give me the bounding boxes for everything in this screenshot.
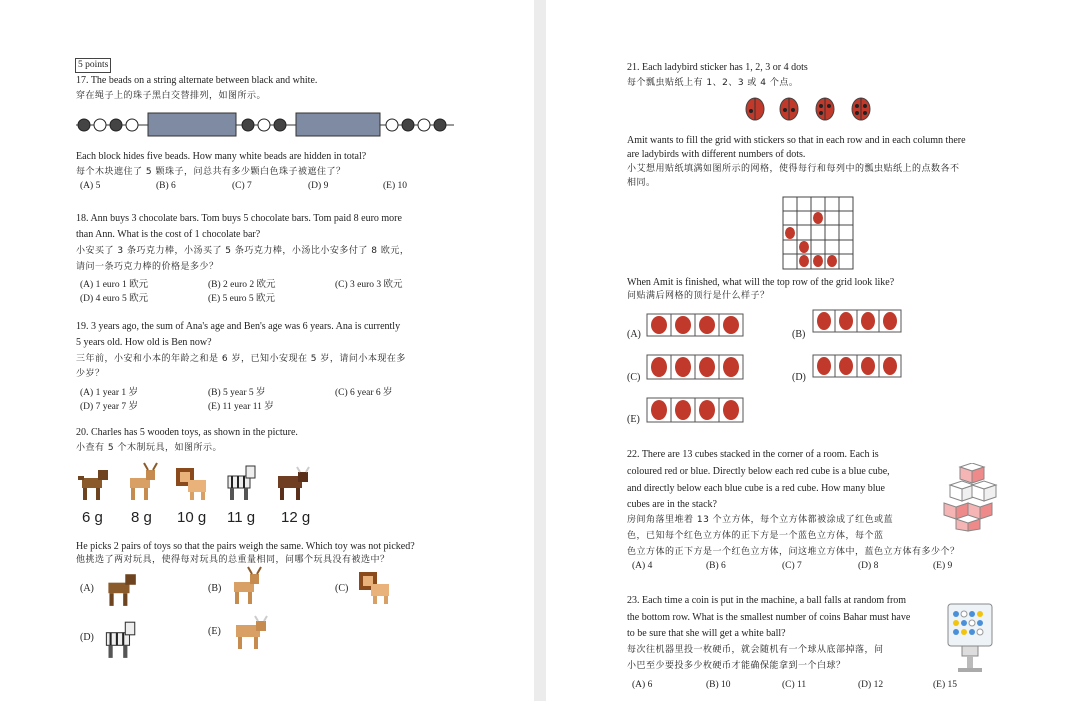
q21-option-a-strip[interactable]	[646, 313, 744, 337]
q17-question: Each block hides five beads. How many white beads are hidden in total?	[76, 151, 367, 162]
ladybird-icon	[883, 357, 897, 375]
ladybird-icon	[883, 312, 897, 330]
q21-text-cn-2b: 相同。	[627, 178, 656, 188]
toy-lion-icon	[172, 464, 208, 502]
q23-option-d[interactable]: (D) 12	[858, 680, 884, 690]
ladybird-icon	[799, 255, 809, 267]
q22-text-line-4: cubes are in the stack?	[627, 499, 717, 510]
ladybird-icon	[861, 357, 875, 375]
q17-text-cn: 穿在绳子上的珠子黑白交替排列，如图所示。	[76, 91, 267, 101]
q21-question: When Amit is finished, what will the top row of the grid look like?	[627, 277, 895, 288]
q20-option-a-label[interactable]: (A)	[80, 583, 94, 594]
left-page	[0, 0, 534, 701]
q21-option-b-label[interactable]: (B)	[792, 329, 806, 340]
q18-option-e[interactable]: (E) 5 euro 5 欧元	[208, 294, 276, 304]
q23-option-e[interactable]: (E) 15	[933, 680, 958, 690]
q17-question-cn: 每个木块遮住了 5 颗珠子，问总共有多少颗白色珠子被遮住了？	[76, 167, 346, 177]
q21-option-e-label[interactable]: (E)	[627, 414, 640, 425]
q19-text-cn-2: 少岁？	[76, 369, 105, 379]
ladybird-icon	[816, 98, 834, 120]
bead	[386, 119, 398, 131]
q21-option-e-strip[interactable]	[646, 397, 744, 423]
q23-text-cn-2: 小巴至少要投多少枚硬币才能确保能拿到一个白球？	[627, 661, 846, 671]
ladybird-icon	[785, 227, 795, 239]
q19-option-c[interactable]: (C) 6 year 6 岁	[335, 388, 393, 398]
q20-option-e-label[interactable]: (E)	[208, 626, 221, 637]
bead	[274, 119, 286, 131]
option-zebra-icon[interactable]	[100, 618, 138, 660]
q21-text-2b: are ladybirds with different numbers of dots.	[627, 149, 806, 160]
weight-label: 11 g	[227, 509, 256, 526]
q21-text-cn: 每个瓢虫贴纸上有 1、2、3 或 4 个点。	[627, 78, 799, 88]
weight-label: 12 g	[281, 509, 311, 526]
ladybird-icon	[813, 255, 823, 267]
toy-bull-icon	[270, 466, 314, 502]
q23-text-line-1: 23. Each time a coin is put in the machine, a ball falls at random from	[627, 595, 907, 606]
bead-string-figure	[76, 110, 454, 140]
q18-text: 18. Ann buys 3 chocolate bars. Tom buys 5 chocolate bars. Tom paid 8 euro more	[76, 213, 402, 224]
q17-option-b[interactable]: (B) 6	[156, 181, 176, 191]
q19-option-b[interactable]: (B) 5 year 5 岁	[208, 388, 266, 398]
bead	[418, 119, 430, 131]
ladybird-icon	[699, 316, 715, 334]
q21-option-c-label[interactable]: (C)	[627, 372, 641, 383]
ladybird-icon	[852, 98, 870, 120]
q17-option-d[interactable]: (D) 9	[308, 181, 329, 191]
q19-text-cn: 三年前，小安和小本的年龄之和是 6 岁，已知小安现在 5 岁，请问小本现在多	[76, 354, 406, 364]
q23-option-c[interactable]: (C) 11	[782, 680, 807, 690]
q22-text-line-3: and directly below each blue cube is a red cube. How many blue	[627, 483, 885, 494]
ladybird-icon	[780, 98, 798, 120]
q23-text-cn-1: 每次往机器里投一枚硬币，就会随机有一个球从底部掉落，问	[627, 645, 884, 655]
right-page	[546, 0, 1080, 701]
q18-text-cn-2: 请问一条巧克力棒的价格是多少？	[76, 262, 219, 272]
q21-text: 21. Each ladybird sticker has 1, 2, 3 or 4 dots	[627, 62, 808, 73]
q20-option-b-label[interactable]: (B)	[208, 583, 222, 594]
weight-label: 8 g	[131, 509, 152, 526]
q21-option-d-strip[interactable]	[812, 354, 902, 378]
bead	[78, 119, 90, 131]
q17-option-e[interactable]: (E) 10	[383, 181, 408, 191]
weight-label: 10 g	[177, 509, 207, 526]
q23-text-line-3: to be sure that she will get a white ball?	[627, 628, 786, 639]
q21-option-b-strip[interactable]	[812, 309, 902, 333]
ladybird-icon	[723, 357, 739, 377]
q20-option-d-label[interactable]: (D)	[80, 632, 94, 643]
q21-question-cn: 问贴满后网格的顶行是什么样子？	[627, 291, 770, 301]
q20-text: 20. Charles has 5 wooden toys, as shown in the picture.	[76, 427, 298, 438]
option-lion-icon[interactable]	[355, 568, 391, 606]
ladybird-icon	[675, 357, 691, 377]
bead	[110, 119, 122, 131]
q19-option-d[interactable]: (D) 7 year 7 岁	[80, 402, 139, 412]
q23-text-line-2: the bottom row. What is the smallest number of coins Bahar must have	[627, 612, 911, 623]
hiding-block	[296, 113, 380, 136]
q18-option-c[interactable]: (C) 3 euro 3 欧元	[335, 280, 403, 290]
bead	[242, 119, 254, 131]
ladybird-icon	[799, 241, 809, 253]
ladybird-icon	[861, 312, 875, 330]
q21-option-c-strip[interactable]	[646, 354, 744, 380]
q17-option-c[interactable]: (C) 7	[232, 181, 252, 191]
ladybird-icon	[699, 400, 715, 420]
section-label: 5 points	[75, 58, 111, 73]
ladybird-icon	[651, 400, 667, 420]
bead	[126, 119, 138, 131]
q22-option-a[interactable]: (A) 4	[632, 561, 653, 571]
option-dog-icon[interactable]	[102, 570, 138, 608]
q19-option-a[interactable]: (A) 1 year 1 岁	[80, 388, 139, 398]
toy-deer-icon	[124, 462, 160, 502]
q18-option-a[interactable]: (A) 1 euro 1 欧元	[80, 280, 149, 290]
cube-stack-figure	[942, 463, 1000, 533]
ladybird-icon	[699, 357, 715, 377]
q20-text-cn: 小查有 5 个木制玩具，如图所示。	[76, 443, 222, 453]
ladybird-icon	[827, 255, 837, 267]
ladybird-grid-figure	[782, 196, 854, 270]
ladybird-icon	[839, 357, 853, 375]
q18-option-d[interactable]: (D) 4 euro 5 欧元	[80, 294, 149, 304]
q21-option-d-label[interactable]: (D)	[792, 372, 806, 383]
option-deer-icon[interactable]	[228, 566, 264, 606]
ball-machine-figure	[946, 602, 994, 674]
q18-option-b[interactable]: (B) 2 euro 2 欧元	[208, 280, 276, 290]
ladybird-stickers-figure	[741, 94, 881, 124]
q18-text-2: than Ann. What is the cost of 1 chocolate bar?	[76, 229, 261, 240]
q18-text-cn: 小安买了 3 条巧克力棒，小汤买了 5 条巧克力棒，小汤比小安多付了 8 欧元，	[76, 246, 410, 256]
q22-option-c[interactable]: (C) 7	[782, 561, 802, 571]
q22-text-cn-1: 房间角落里堆着 13 个立方体，每个立方体都被涂成了红色或蓝	[627, 515, 894, 525]
q22-option-e[interactable]: (E) 9	[933, 561, 953, 571]
bead	[94, 119, 106, 131]
ladybird-icon	[813, 212, 823, 224]
q23-option-a[interactable]: (A) 6	[632, 680, 653, 690]
ladybird-icon	[817, 357, 831, 375]
q22-text-cn-3: 色立方体的正下方是一个红色立方体，问这堆立方体中，蓝色立方体有多少个？	[627, 547, 960, 557]
q20-option-c-label[interactable]: (C)	[335, 583, 349, 594]
bead	[402, 119, 414, 131]
hiding-block	[148, 113, 236, 136]
q20-question: He picks 2 pairs of toys so that the pairs weigh the same. Which toy was not picked?	[76, 541, 415, 552]
q23-option-b[interactable]: (B) 10	[706, 680, 731, 690]
ladybird-icon	[746, 98, 764, 120]
q22-text-cn-2: 色，已知每个红色立方体的正下方是一个蓝色立方体，每个蓝	[627, 531, 884, 541]
q19-option-e[interactable]: (E) 11 year 11 岁	[208, 402, 274, 412]
ladybird-icon	[723, 316, 739, 334]
q22-text-line-2: coloured red or blue. Directly below each red cube is a blue cube,	[627, 466, 890, 477]
ladybird-icon	[723, 400, 739, 420]
bead	[434, 119, 446, 131]
q19-text: 19. 3 years ago, the sum of Ana's age and Ben's age was 6 years. Ana is currently	[76, 321, 401, 332]
q21-text-2: Amit wants to fill the grid with stickers so that in each row and in each column there	[627, 135, 966, 146]
ladybird-icon	[675, 400, 691, 420]
q20-question-cn: 他挑选了两对玩具，使得每对玩具的总重量相同，问哪个玩具没有被选中？	[76, 555, 390, 565]
q17-option-a[interactable]: (A) 5	[80, 181, 101, 191]
q21-text-cn-2: 小艾想用贴纸填满如图所示的网格，使得每行和每列中的瓢虫贴纸上的点数各不	[627, 164, 960, 174]
bead	[258, 119, 270, 131]
q17-text: 17. The beads on a string alternate between black and white.	[76, 75, 318, 86]
q22-option-d[interactable]: (D) 8	[858, 561, 879, 571]
q22-text-line-1: 22. There are 13 cubes stacked in the corner of a room. Each is	[627, 449, 879, 460]
ladybird-icon	[651, 316, 667, 334]
q19-text-2: 5 years old. How old is Ben now?	[76, 337, 212, 348]
q21-option-a-label[interactable]: (A)	[627, 329, 641, 340]
option-bull-icon[interactable]	[228, 614, 272, 652]
toy-dog-icon	[76, 466, 110, 502]
ladybird-icon	[817, 312, 831, 330]
q22-option-b[interactable]: (B) 6	[706, 561, 726, 571]
toy-zebra-icon	[222, 462, 258, 502]
ladybird-icon	[651, 357, 667, 377]
ladybird-icon	[675, 316, 691, 334]
ladybird-icon	[839, 312, 853, 330]
weight-label: 6 g	[82, 509, 103, 526]
